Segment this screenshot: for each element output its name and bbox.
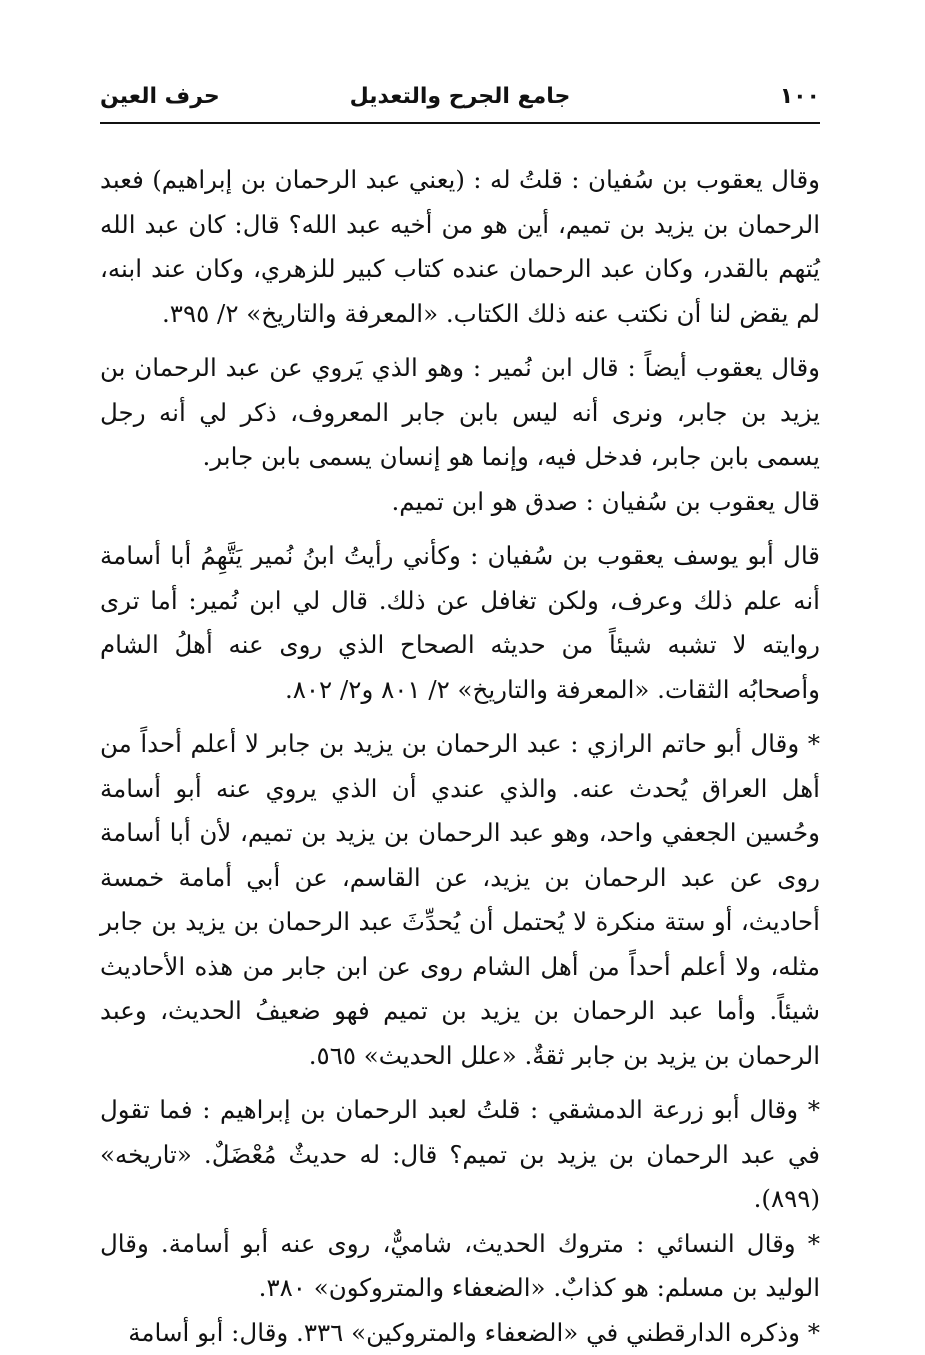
paragraph: قال أبو يوسف يعقوب بن سُفيان : وكأني رأيتُ ابنُ نُمير يَتَّهِمُ أبا أسامة أنه علم ذلك وعرف، ولكن تغافل عن ذلك. قال لي ابن نُمير: أما ترى روايته لا تشبه شيئاً من حديثه الصحاح الذي روى عنه أهلُ الشام وأصحابُه الثقات. «المعرفة والتاريخ» ٢/ ٨٠١ و٢/ ٨٠٢. xyxy=(100,534,820,712)
book-title: جامع الجرح والتعديل xyxy=(100,84,820,109)
page-number: ١٠٠ xyxy=(780,84,820,109)
paragraph: وقال يعقوب أيضاً : قال ابن نُمير : وهو الذي يَروي عن عبد الرحمان بن يزيد بن جابر، ونرى أنه ليس بابن جابر المعروف، ذكر لي أنه رجل يسمى بابن جابر، فدخل فيه، وإنما هو إنسان يسمى بابن جابر. xyxy=(100,346,820,480)
page-body xyxy=(100,158,820,1355)
paragraph: * وذكره الدارقطني في «الضعفاء والمتروكين» ٣٣٦. وقال: أبو أسامة xyxy=(100,1311,820,1355)
header-rule xyxy=(100,122,820,124)
section-title: حرف العين xyxy=(100,84,220,109)
paragraph: وقال يعقوب بن سُفيان : قلتُ له : (يعني عبد الرحمان بن إبراهيم) فعبد الرحمان بن يزيد بن تميم، أين هو من أخيه عبد الله؟ قال: كان عبد الله يُتهم بالقدر، وكان عبد الرحمان عنده كتاب كبير للزهري، وكان عند ابنه، لم يقض لنا أن نكتب عنه ذلك الكتاب. «المعرفة والتاريخ» ٢/ ٣٩٥. xyxy=(100,158,820,336)
paragraph: * وقال أبو حاتم الرازي : عبد الرحمان بن يزيد بن جابر لا أعلم أحداً من أهل العراق يُحدث عنه. والذي عندي أن الذي يروي عنه أبو أسامة وحُسين الجعفي واحد، وهو عبد الرحمان بن يزيد بن تميم، لأن أبا أسامة روى عن عبد الرحمان بن يزيد، عن القاسم، عن أبي أمامة خمسة أحاديث، أو ستة منكرة لا يُحتمل أن يُحدِّثَ عبد الرحمان بن يزيد بن جابر مثله، ولا أعلم أحداً من أهل الشام روى عن ابن جابر من هذه الأحاديث شيئاً. وأما عبد الرحمان بن يزيد بن تميم فهو ضعيفُ الحديث، وعبد الرحمان بن يزيد بن جابر ثقةٌ. «علل الحديث» ٥٦٥. xyxy=(100,722,820,1078)
paragraph: * وقال النسائي : متروك الحديث، شاميٌّ، روى عنه أبو أسامة. وقال الوليد بن مسلم: هو كذابٌ. «الضعفاء والمتروكون» ٣٨٠. xyxy=(100,1222,820,1311)
page-header xyxy=(100,80,820,122)
paragraph: * وقال أبو زرعة الدمشقي : قلتُ لعبد الرحمان بن إبراهيم : فما تقول في عبد الرحمان بن يزيد بن تميم؟ قال: له حديثٌ مُعْضَلٌ. «تاريخه» (٨٩٩). xyxy=(100,1088,820,1222)
paragraph: قال يعقوب بن سُفيان : صدق هو ابن تميم. xyxy=(100,480,820,525)
